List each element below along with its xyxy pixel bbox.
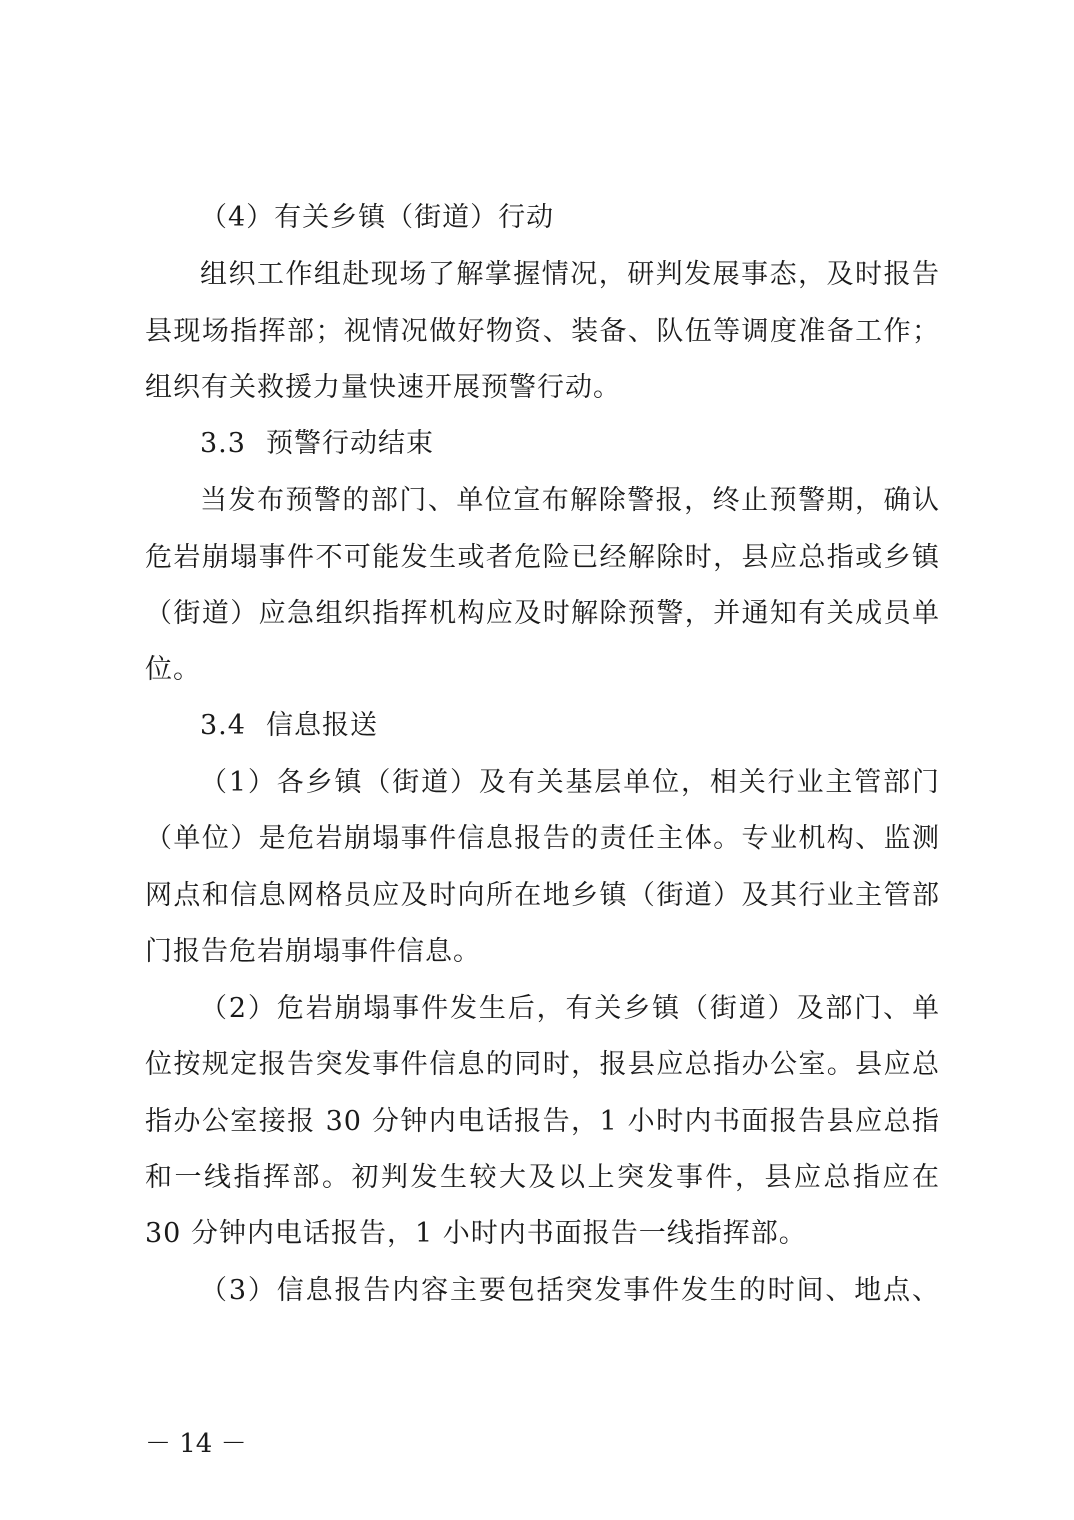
section-number: 3.3: [200, 428, 246, 459]
paragraph-line: （1）各乡镇（街道）及有关基层单位，相关行业主管部门: [200, 767, 940, 798]
paragraph-line: （3）信息报告内容主要包括突发事件发生的时间、地点、: [200, 1275, 940, 1306]
paragraph-line: 30 分钟内电话报告，1 小时内书面报告一线指挥部。: [145, 1218, 807, 1249]
section-title: 预警行动结束: [266, 428, 434, 459]
paragraph-line: 门报告危岩崩塌事件信息。: [145, 936, 481, 967]
paragraph-line: 指办公室接报 30 分钟内电话报告，1 小时内书面报告县应总指: [145, 1106, 940, 1137]
section-heading-3-3: [200, 426, 995, 462]
paragraph-line: 组织工作组赴现场了解掌握情况，研判发展事态，及时报告: [200, 259, 940, 290]
paragraph-line: （街道）应急组织指挥机构应及时解除预警，并通知有关成员单: [145, 598, 940, 629]
paragraph-line: 网点和信息网格员应及时向所在地乡镇（街道）及其行业主管部: [145, 880, 940, 911]
paragraph-line: 位按规定报告突发事件信息的同时，报县应总指办公室。县应总: [145, 1049, 940, 1080]
page-number: － 14 －: [145, 1429, 247, 1459]
section-heading-3-4: [200, 708, 995, 744]
paragraph-line: 和一线指挥部。初判发生较大及以上突发事件，县应总指应在: [145, 1162, 940, 1193]
section-title: 信息报送: [266, 710, 378, 741]
section-number: 3.4: [200, 710, 246, 741]
paragraph-line: （2）危岩崩塌事件发生后，有关乡镇（街道）及部门、单: [200, 993, 940, 1024]
paragraph-line: 县现场指挥部；视情况做好物资、装备、队伍等调度准备工作；: [145, 316, 940, 347]
paragraph-line: 位。: [145, 654, 201, 685]
paragraph-line: （单位）是危岩崩塌事件信息报告的责任主体。专业机构、监测: [145, 823, 940, 854]
subheading-township-action: （4）有关乡镇（街道）行动: [200, 202, 555, 233]
paragraph-line: 危岩崩塌事件不可能发生或者危险已经解除时，县应总指或乡镇: [145, 542, 940, 573]
paragraph-line: 当发布预警的部门、单位宣布解除警报，终止预警期，确认: [200, 485, 940, 516]
paragraph-line: 组织有关救援力量快速开展预警行动。: [145, 372, 621, 403]
